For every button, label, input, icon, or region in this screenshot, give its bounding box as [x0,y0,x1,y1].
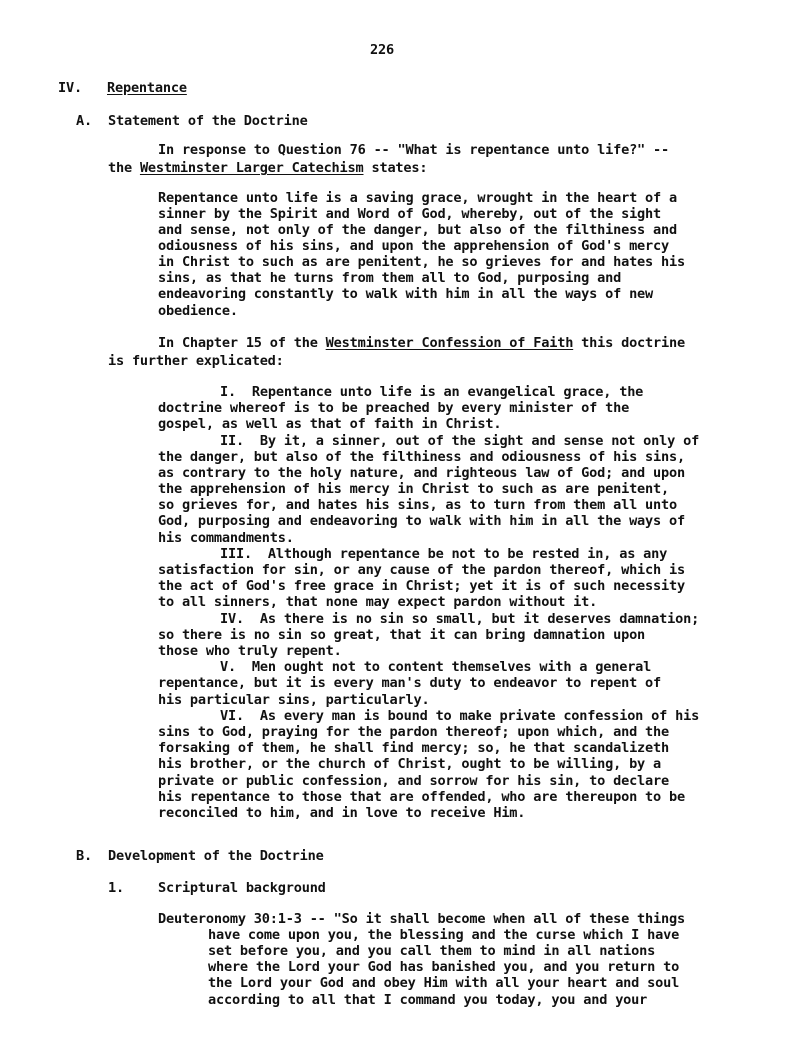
confession-line: IV. As there is no sin so small, but it deserves damnation; [220,611,700,627]
confession-line: the act of God's free grace in Christ; yet it is of such necessity [158,578,685,594]
confession-line: II. By it, a sinner, out of the sight and sense not only of [220,433,700,449]
subsection-a-label: A. [76,113,92,129]
intro-line-1: In response to Question 76 -- "What is repentance unto life?" -- [158,142,669,158]
chapter-text-end: this doctrine [573,335,685,351]
scripture-line: have come upon you, the blessing and the curse which I have [208,927,680,943]
confession-line: his repentance to those that are offended, who are thereupon to be [158,789,685,805]
catechism-title: Westminster Larger Catechism [139,160,364,176]
item-1-label: 1. [108,880,124,896]
confession-line: the apprehension of his mercy in Christ to such as are penitent, [158,481,669,497]
intro-text: the [108,160,140,176]
confession-line: reconciled to him, and in love to receive Him. [158,805,526,821]
subsection-b-label: B. [76,848,92,864]
confession-line: the danger, but also of the filthiness and odiousness of his sins, [158,449,685,465]
confession-line: those who truly repent. [158,643,342,659]
quote-line: sinner by the Spirit and Word of God, whereby, out of the sight [158,206,662,222]
confession-line: God, purposing and endeavoring to walk with him in all the ways of [158,513,685,529]
quote-line: in Christ to such as are penitent, he so grieves for and hates his [158,254,685,270]
subsection-a-title: Statement of the Doctrine [108,113,308,129]
confession-line: gospel, as well as that of faith in Christ. [158,416,502,432]
confession-line: doctrine whereof is to be preached by every minister of the [158,400,630,416]
scripture-line: Deuteronomy 30:1-3 -- "So it shall become when all of these things [158,911,685,927]
confession-line: repentance, but it is every man's duty to endeavor to repent of [158,675,662,691]
intro-line-2 [108,160,427,176]
scripture-line: according to all that I command you today, you and your [208,992,648,1008]
subsection-b-title: Development of the Doctrine [108,848,324,864]
quote-line: and sense, not only of the danger, but also of the filthiness and [158,222,677,238]
quote-line: obedience. [158,303,238,319]
quote-line: Repentance unto life is a saving grace, wrought in the heart of a [158,190,677,206]
confession-line: III. Although repentance be not to be rested in, as any [220,546,668,562]
quote-line: odiousness of his sins, and upon the apprehension of God's mercy [158,238,669,254]
chapter-text: In Chapter 15 of the [158,335,326,351]
intro-text-end: states: [363,160,428,176]
confession-line: forsaking of them, he shall find mercy; so, he that scandalizeth [158,740,669,756]
confession-line: his particular sins, particularly. [158,692,430,708]
scripture-line: set before you, and you call them to mind in all nations [208,943,656,959]
confession-line: to all sinners, that none may expect pardon without it. [158,594,598,610]
scripture-line: where the Lord your God has banished you, and you return to [208,959,680,975]
confession-line: satisfaction for sin, or any cause of the pardon thereof, which is [158,562,685,578]
confession-line: his brother, or the church of Christ, ought to be willing, by a [158,756,662,772]
chapter-line-1 [158,335,685,351]
confession-line: I. Repentance unto life is an evangelical grace, the [220,384,644,400]
section-title: Repentance [107,80,187,96]
confession-line: so there is no sin so great, that it can bring damnation upon [158,627,646,643]
item-1-title: Scriptural background [158,880,326,896]
confession-line: private or public confession, and sorrow for his sin, to declare [158,773,669,789]
scripture-line: the Lord your God and obey Him with all your heart and soul [208,975,680,991]
quote-line: endeavoring constantly to walk with him in all the ways of new [158,286,654,302]
confession-line: VI. As every man is bound to make private confession of his [220,708,700,724]
page-number: 226 [370,42,394,58]
chapter-line-2: is further explicated: [108,353,284,369]
confession-title: Westminster Confession of Faith [325,335,574,351]
section-number: IV. [58,80,82,96]
confession-line: his commandments. [158,530,294,546]
confession-line: so grieves for, and hates his sins, as to turn from them all unto [158,497,677,513]
confession-line: sins to God, praying for the pardon thereof; upon which, and the [158,724,669,740]
confession-line: V. Men ought not to content themselves with a general [220,659,652,675]
confession-line: as contrary to the holy nature, and righteous law of God; and upon [158,465,685,481]
quote-line: sins, as that he turns from them all to God, purposing and [158,270,622,286]
